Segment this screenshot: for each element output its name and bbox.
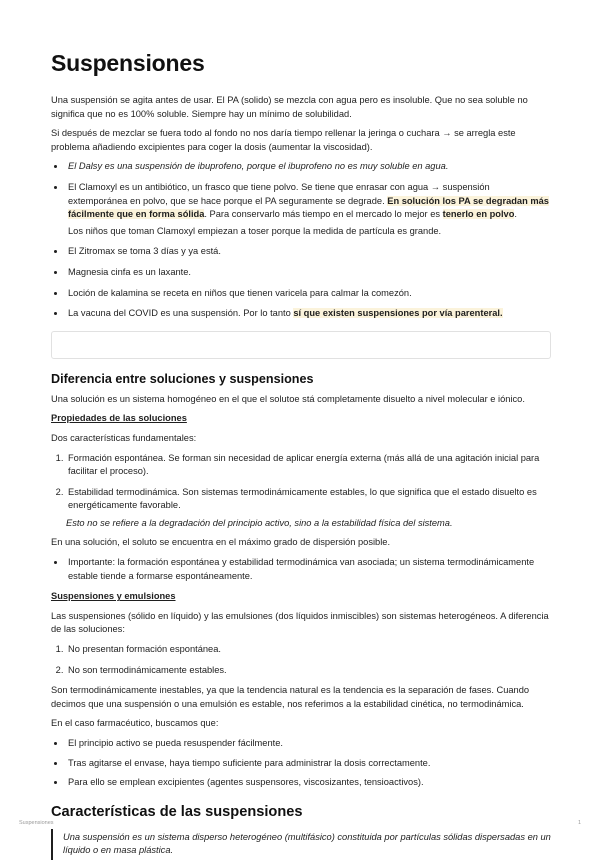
instability-paragraph: Son termodinámicamente inestables, ya que la tendencia natural es la tendencia es la separación de fases. Cuando decimos que una suspensión o una emulsión es estable, nos referimos a la estabilidad cinética, no termodinámica. xyxy=(51,685,530,709)
list-item: • Magnesia cinfa es un laxante. xyxy=(66,266,551,280)
pharma-list xyxy=(66,737,551,790)
list-item: 2. Estabilidad termodinámica. Son sistemas termodinámicamente estables, lo que significa que el estado disuelto es energéticamente favorable. xyxy=(66,486,551,513)
highlight: En solución los PA se degradan más fácilmente que en forma sólida xyxy=(68,195,549,220)
highlight: sí que existen suspensiones por vía parenteral. xyxy=(293,308,503,319)
intro-paragraph-1: Una suspensión se agita antes de usar. El PA (solido) se mezcla con agua pero es insoluble. Que no sea soluble no significa que no es 100% soluble. Siempre hay un mínimo de solubilidad. xyxy=(51,95,528,119)
heterogeneous-paragraph: Las suspensiones (sólido en líquido) y las emulsiones (dos líquidos inmiscibles) son sistemas heterogéneos. A diferencia de las soluciones: xyxy=(51,610,549,635)
empty-block xyxy=(51,331,551,359)
clamoxyl-text-2: . Para conservarlo más tiempo en el mercado lo mejor es xyxy=(204,209,443,220)
list-item xyxy=(66,307,551,321)
pharma-intro: En el caso farmacéutico, buscamos que: xyxy=(51,718,219,729)
clamoxyl-text-3: . xyxy=(514,209,518,220)
clamoxyl-text: El Clamoxyl es un antibiótico, un frasco que tiene polvo. Se tiene que enrasar con agua → suspensión extemporánea en polvo, que se hace porque el PA seguramente se degrade. xyxy=(68,181,490,206)
page-number: 1 xyxy=(577,820,581,826)
list-item: 2. No son termodinámicamente estables. xyxy=(66,664,551,678)
list-item xyxy=(66,160,551,174)
section-heading-diferencia: Diferencia entre soluciones y suspensiones xyxy=(51,371,314,386)
intro-paragraph-2: Si después de mezclar se fuera todo al fondo no nos daría tiempo rellenar la jeringa o cuchara → se arregla este problema añadiendo excipientes para coger la dosis (aumentar la viscosidad). xyxy=(51,128,516,152)
page-title: Suspensiones xyxy=(51,50,205,76)
list-item: • El Zitromax se toma 3 días y ya está. xyxy=(66,245,551,259)
list-item: 1. No presentan formación espontánea. xyxy=(66,643,551,657)
props-intro: Dos características fundamentales: xyxy=(51,432,197,443)
subheading-propiedades: Propiedades de las soluciones xyxy=(51,413,187,424)
footer-title: Suspensiones xyxy=(19,820,54,826)
highlight: tenerlo en polvo xyxy=(442,209,515,220)
clamoxyl-sub-paragraph: Los niños que toman Clamoxyl empiezan a toser porque la medida de partícula es grande. xyxy=(68,225,442,236)
important-list xyxy=(66,556,551,583)
list-item: • Tras agitarse el envase, haya tiempo suficiente para administrar la dosis correctamente. xyxy=(66,757,551,771)
list-item: • Loción de kalamina se receta en niños que tienen varicela para calmar la comezón. xyxy=(66,287,551,301)
examples-list xyxy=(66,160,551,320)
definition-quote: Una suspensión es un sistema disperso heterogéneo (multifásico) constituida por partículas sólidas dispersadas en un líquido o en masa plástica. xyxy=(51,829,551,860)
list-item: • Importante: la formación espontánea y estabilidad termodinámica van asociada; un sistema termodinámicamente estable tiende a formarse espontáneamente. xyxy=(66,556,551,583)
daisy-text: El Dalsy es una suspensión de ibuprofeno, porque el ibuprofeno no es muy soluble en agua. xyxy=(68,161,449,172)
dispersion-paragraph: En una solución, el soluto se encuentra en el máximo grado de dispersión posible. xyxy=(51,537,391,548)
subheading-suspensiones-emulsiones: Suspensiones y emulsiones xyxy=(51,591,176,602)
italic-note: Esto no se refiere a la degradación del principio activo, sino a la estabilidad física del sistema. xyxy=(66,517,453,528)
covid-text: La vacuna del COVID es una suspensión. Por lo tanto xyxy=(68,308,294,319)
list-item: • El principio activo se pueda resuspender fácilmente. xyxy=(66,737,551,751)
document-page xyxy=(51,48,551,860)
page-footer xyxy=(19,820,581,826)
solution-definition: Una solución es un sistema homogéneo en el que el solutoe stá completamente disuelto a nivel molecular e iónico. xyxy=(51,393,525,404)
differences-list xyxy=(66,643,551,677)
list-item: • Para ello se emplean excipientes (agentes suspensores, viscosizantes, tensioactivos). xyxy=(66,776,551,790)
properties-list xyxy=(66,452,551,513)
section-heading-caracteristicas: Características de las suspensiones xyxy=(51,803,303,820)
list-item xyxy=(66,181,551,238)
list-item: 1. Formación espontánea. Se forman sin necesidad de aplicar energía externa (más allá de una agitación inicial para facilitar el proceso). xyxy=(66,452,551,479)
